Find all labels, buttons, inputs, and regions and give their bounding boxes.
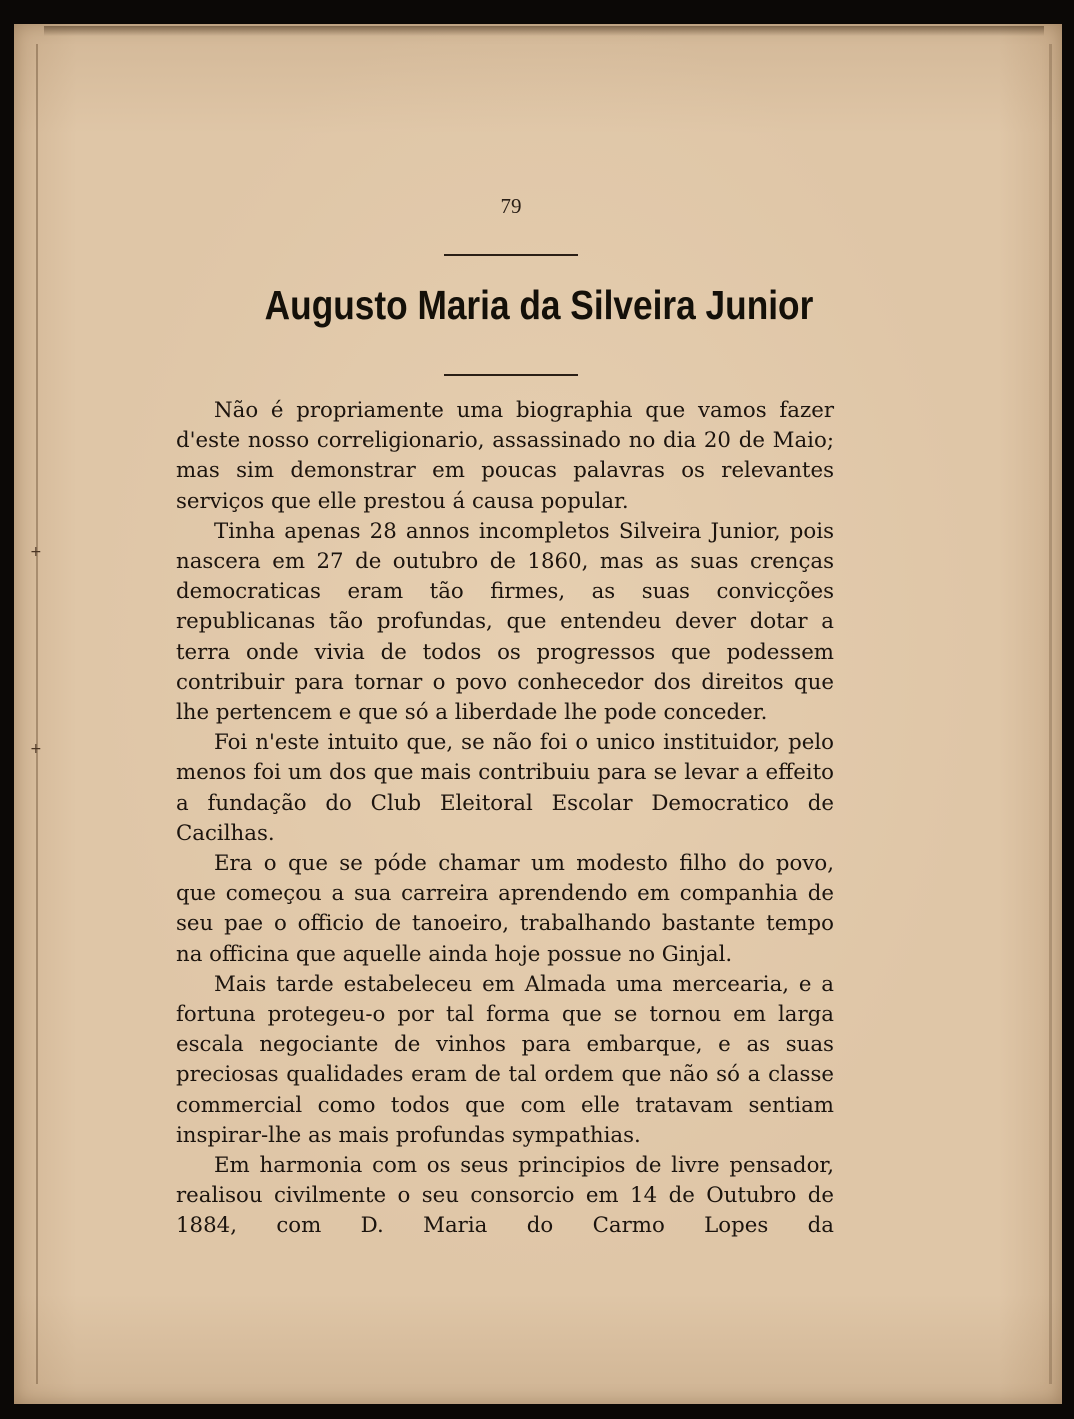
paragraph: Não é propriamente uma biographia que vamos fazer d'este nosso correligionario, assassinado no dia 20 de Maio; mas sim demonstrar em poucas palavras os relevantes serviços que elle prestou á causa popular.: [176, 398, 834, 514]
binding-edge: [36, 44, 38, 1384]
article-title: Augusto Maria da Silveira Junior: [264, 282, 814, 328]
paragraph: Foi n'este intuito que, se não foi o unico instituidor, pelo menos foi um dos que mais contribuiu para se levar a effeito a fundação do Club Eleitoral Escolar Democratico de Cacilhas.: [176, 730, 834, 846]
book-page: [14, 24, 1062, 1404]
margin-mark-icon: +: [30, 741, 42, 757]
paragraph: Em harmonia com os seus principios de livre pensador, realisou civilmente o seu consorcio em 14 de Outubro de 1884, com D. Maria do Carmo Lopes da: [176, 1153, 834, 1239]
article-body: [176, 396, 834, 1242]
paragraph: Era o que se póde chamar um modesto filho do povo, que começou a sua carreira aprendendo em companhia de seu pae o officio de tanoeiro, trabalhando bastante tempo na officina que aquelle ainda hoje possue no Ginjal.: [176, 851, 834, 967]
page-edge: [1049, 44, 1052, 1384]
paragraph: Mais tarde estabeleceu em Almada uma mercearia, e a fortuna protegeu-o por tal forma que se tornou em larga escala negociante de vinhos para embarque, e as suas preciosas qualidades eram de tal ordem que não só a classe commercial como todos que com elle tratavam sentiam inspirar-lhe as mais profundas sympathias.: [176, 971, 834, 1148]
page-stain: [44, 26, 1044, 36]
paragraph: Tinha apenas 28 annos incompletos Silveira Junior, pois nascera em 27 de outubro de 1860, mas as suas crenças democraticas eram tão firmes, as suas convicções republicanas tão profundas, que entendeu dever dotar a terra onde vivia de todos os progressos que podessem contribuir para tornar o povo conhecedor dos direitos que lhe pertencem e que só a liberdade lhe pode conceder.: [176, 518, 834, 726]
margin-mark-icon: +: [30, 544, 42, 560]
divider-rule: [444, 374, 578, 376]
divider-rule: [444, 254, 578, 256]
page-number: 79: [500, 194, 522, 218]
